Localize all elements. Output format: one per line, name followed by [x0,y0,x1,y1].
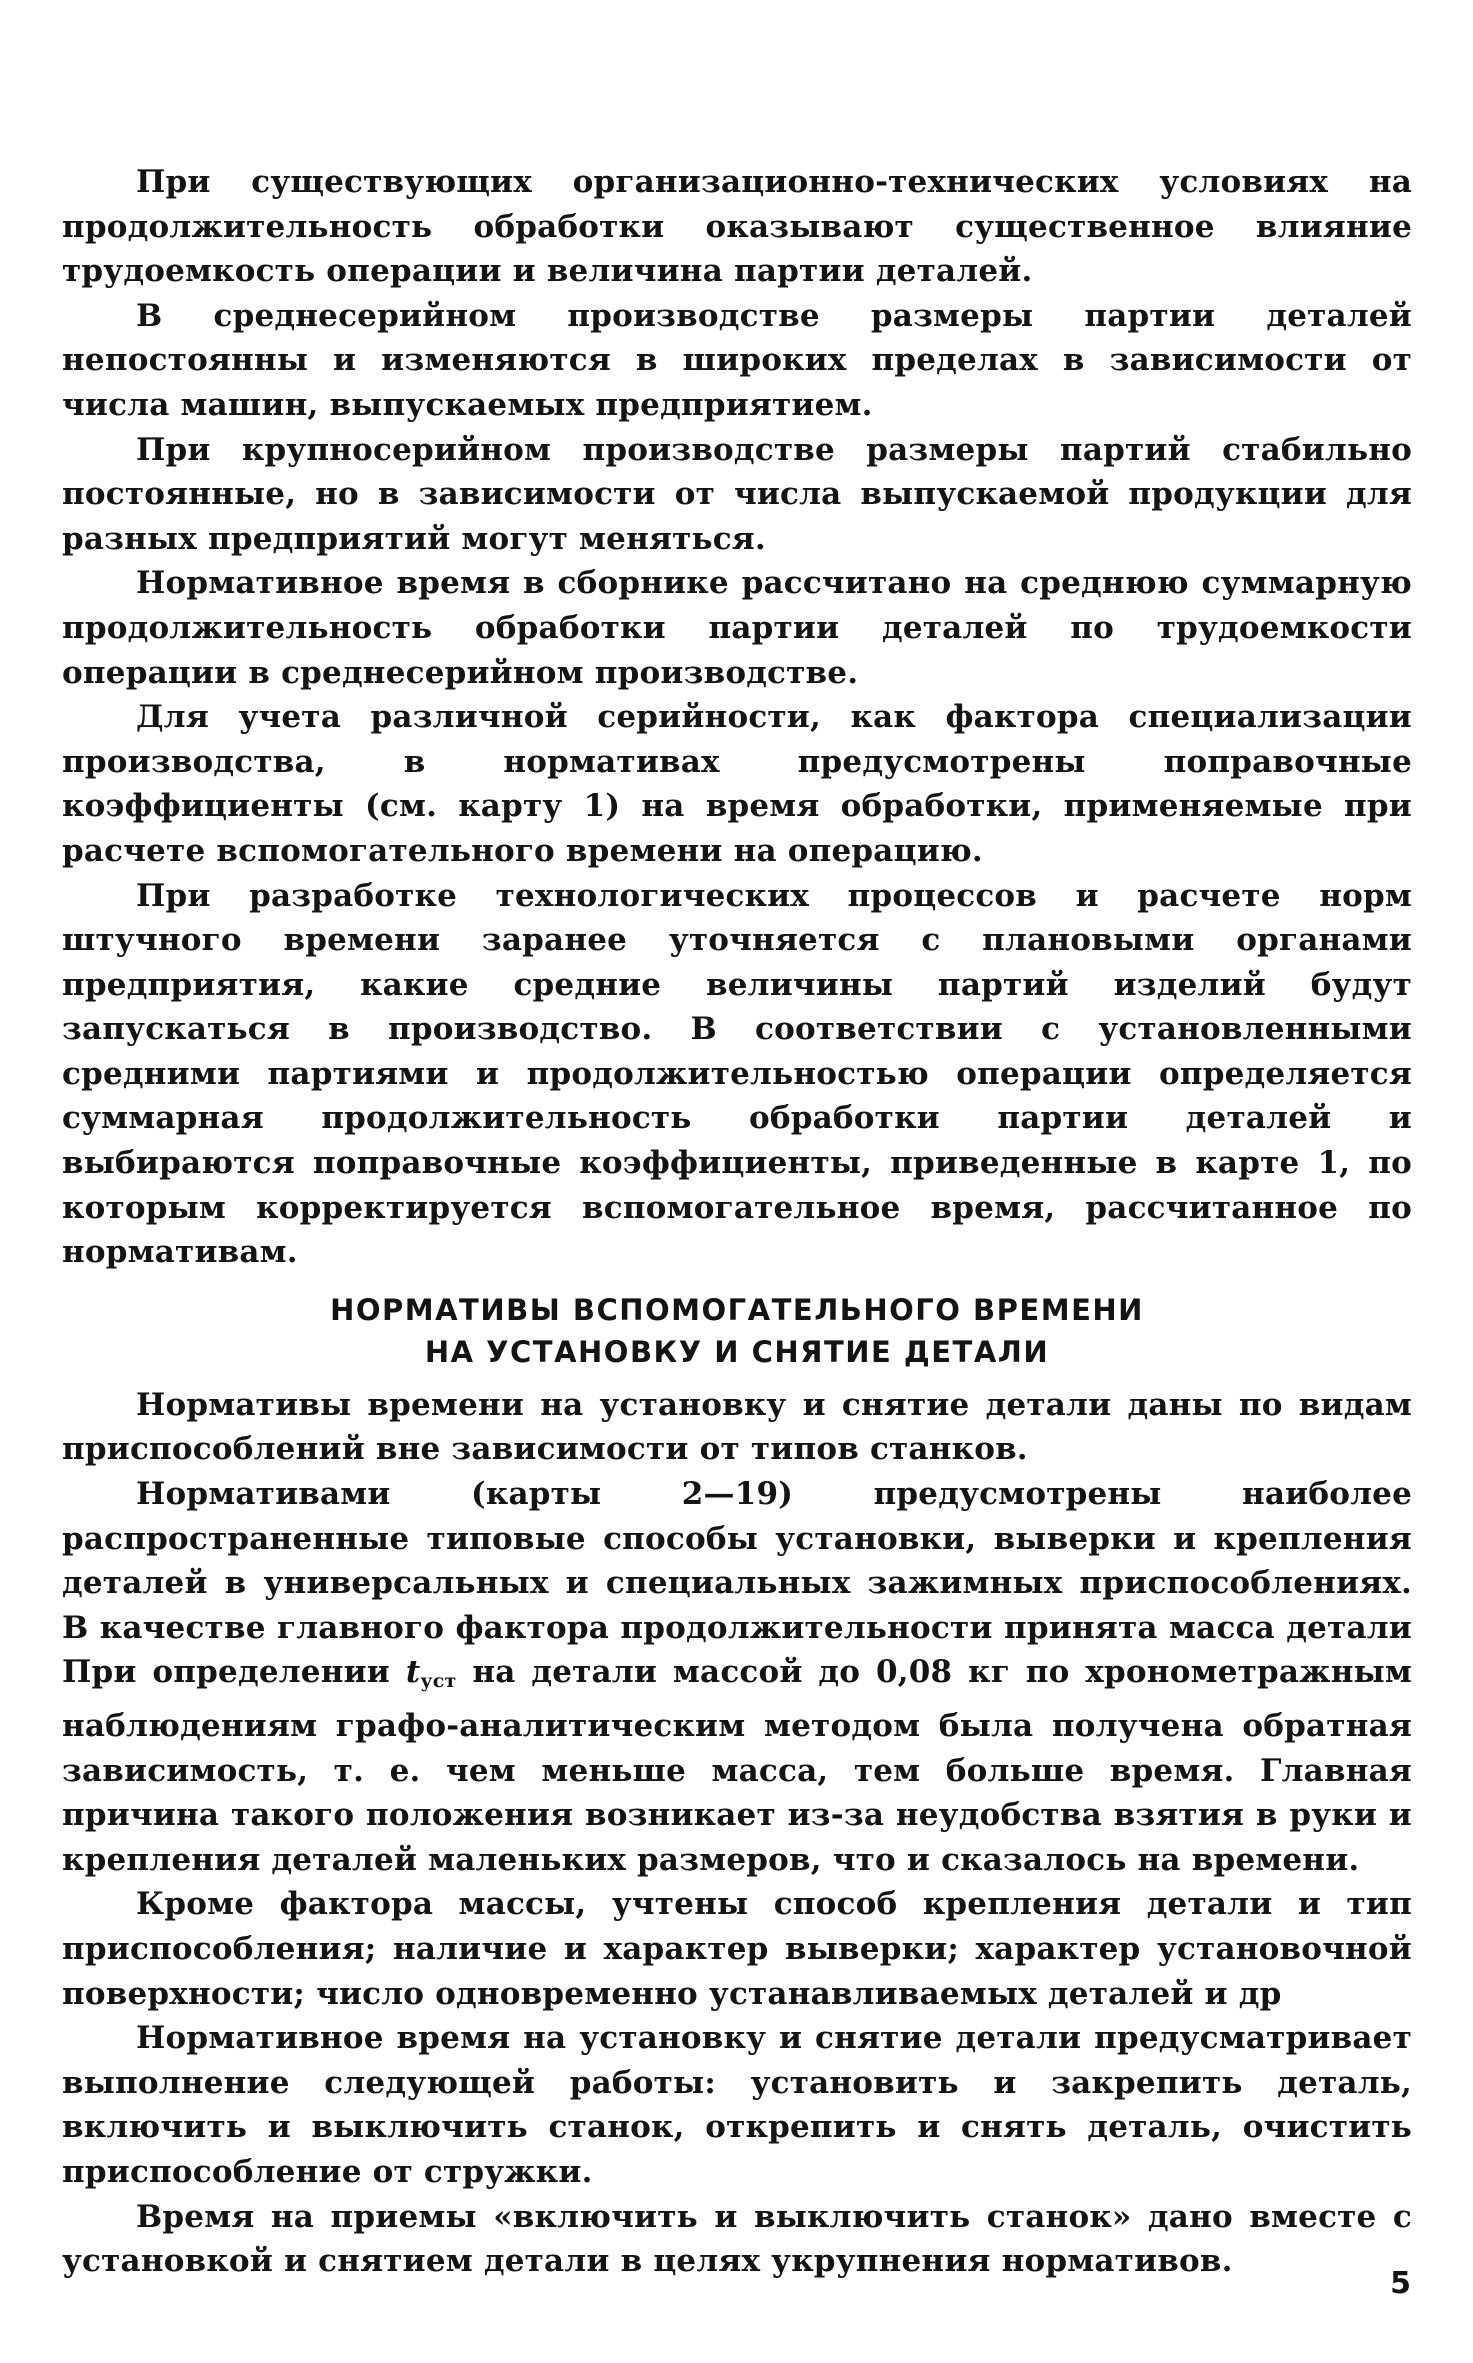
paragraph: При разработке технологических процессов и расчете норм штучного времени заранее уточняется с плановыми органами предприятия, какие средние величины партий изделий будут запускаться в производство. В соответствии с установленными средними партиями и продолжительностью операции определяется суммарная продолжительность обработки партии деталей и выбираются поправочные коэффициенты, приведенные в карте 1, по которым корректируется вспомогательное время, рассчитанное по нормативам. [62,877,1412,1271]
paragraph-text-after: на детали массой до 0,08 кг по хронометражным наблюдениям графо-аналитическим методом была получена обратная зависимость, т. е. чем меньше масса, тем больше время. Главная причина такого положения возникает из-за неудобства взятия в руки и крепления деталей маленьких размеров, что и сказалось на времени. [62,1654,1412,1878]
page-body [62,160,1412,2284]
page-number: 5 [1390,2266,1411,2301]
paragraph: Для учета различной серийности, как фактора специализации производства, в нормативах предусмотрены поправочные коэффициенты (см. карту 1) на время обработки, применяемые при расчете вспомогательного времени на операцию. [62,699,1412,869]
paragraph-with-formula [62,1472,1412,1882]
paragraph: В среднесерийном производстве размеры партии деталей непостоянны и изменяются в широких пределах в зависимости от числа машин, выпускаемых предприятием. [62,297,1412,423]
section-heading [62,1289,1412,1373]
time-symbol: t [405,1654,421,1691]
section-heading-line-2: НА УСТАНОВКУ И СНЯТИЕ ДЕТАЛИ [424,1334,1050,1369]
paragraph-text-before: Нормативами (карты 2—19) предусмотрены наиболее распространенные типовые способы установки, выверки и крепления деталей в универсальных и специальных зажимных приспособлениях. В качестве главного фактора продолжительности принята масса детали При определении [62,1476,1412,1691]
paragraph: Время на приемы «включить и выключить станок» дано вместе с установкой и снятием детали в целях укрупнения нормативов. [62,2198,1412,2280]
paragraph: При крупносерийном производстве размеры партий стабильно постоянные, но в зависимости от числа выпускаемой продукции для разных предприятий могут меняться. [62,431,1412,557]
paragraph: Нормативы времени на установку и снятие детали даны по видам приспособлений вне зависимости от типов станков. [62,1386,1412,1468]
section-heading-line-1: НОРМАТИВЫ ВСПОМОГАТЕЛЬНОГО ВРЕМЕНИ [330,1292,1144,1327]
time-symbol-subscript: уст [420,1670,457,1693]
paragraph: Кроме фактора массы, учтены способ крепления детали и тип приспособления; наличие и характер выверки; характер установочной поверхности; число одновременно устанавливаемых деталей и др [62,1886,1412,2012]
paragraph: Нормативное время в сборнике рассчитано на среднюю суммарную продолжительность обработки партии деталей по трудоемкости операции в среднесерийном производстве. [62,565,1412,691]
paragraph: Нормативное время на установку и снятие детали предусматривает выполнение следующей работы: установить и закрепить деталь, включить и выключить станок, открепить и снять деталь, очистить приспособление от стружки. [62,2020,1412,2190]
paragraph: При существующих организационно-технических условиях на продолжительность обработки оказывают существенное влияние трудоемкость операции и величина партии деталей. [62,164,1412,290]
